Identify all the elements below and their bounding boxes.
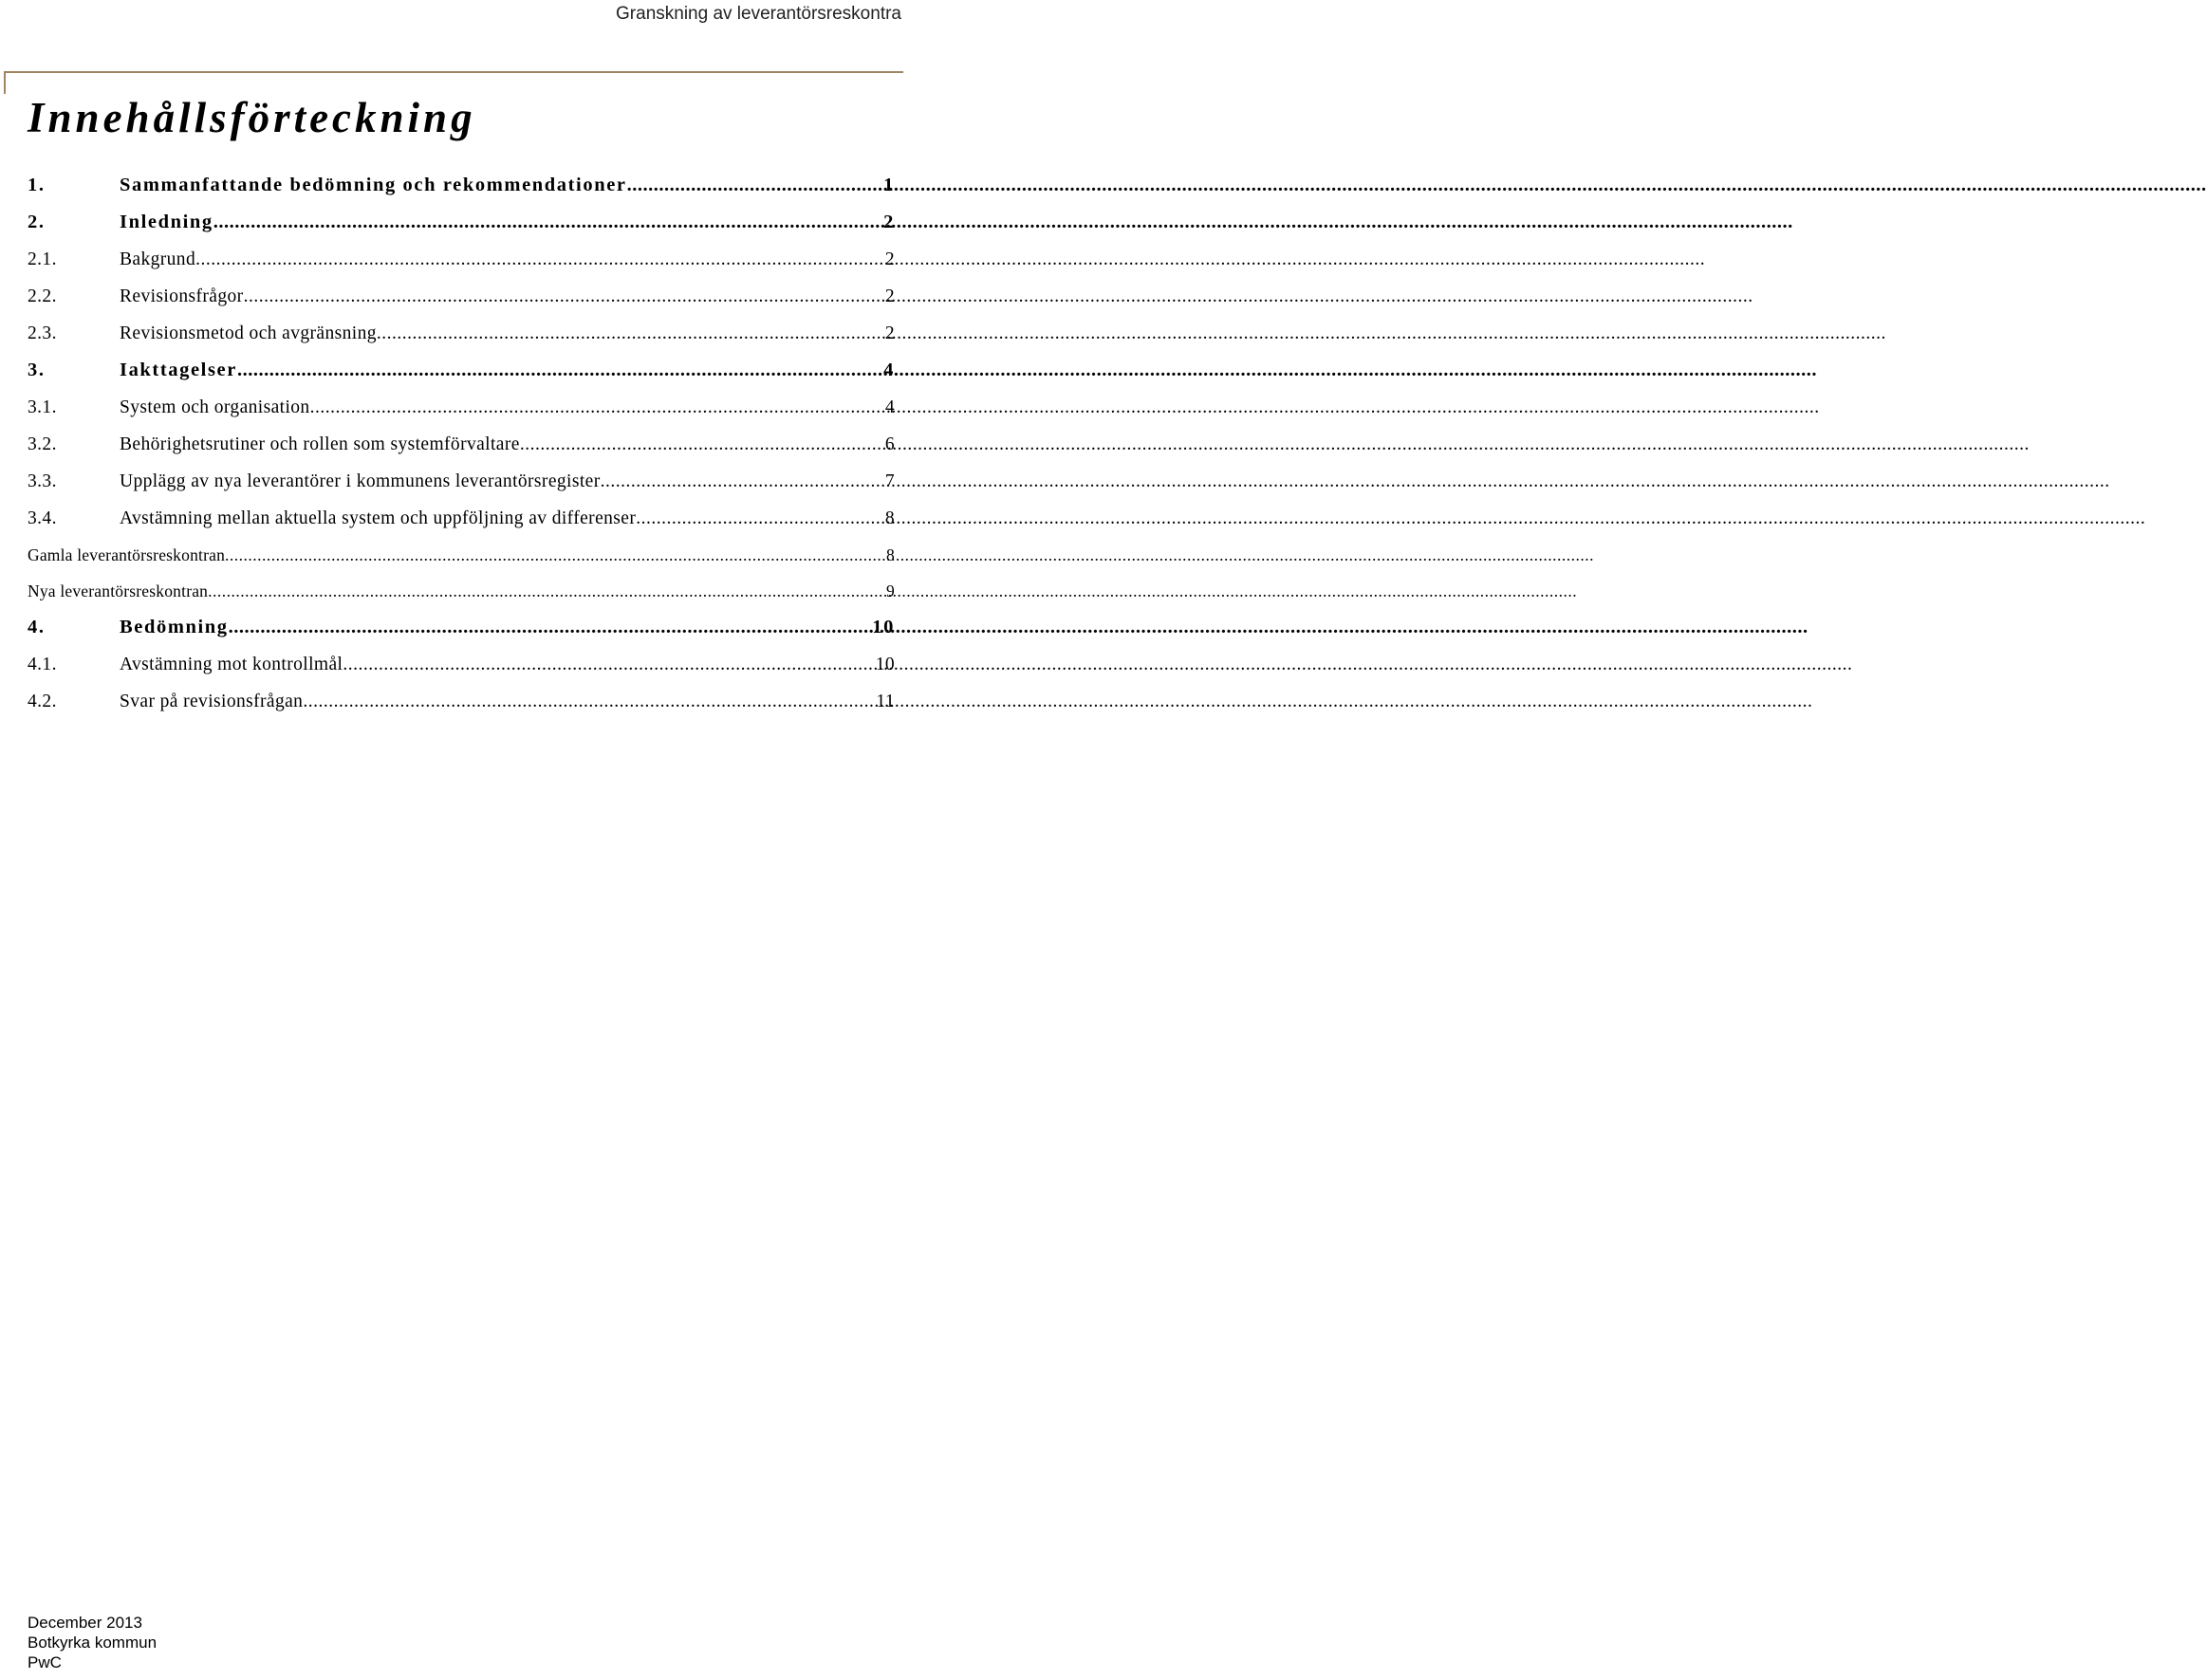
toc-entry-label: Gamla leverantörsreskontran [28,545,226,564]
toc-entry-label: Bakgrund [120,249,196,269]
toc-entry-number: 1. [28,175,46,195]
toc-entry-label: Avstämning mot kontrollmål [120,655,343,674]
footer-organization: Botkyrka kommun [28,1634,158,1652]
toc-list [28,167,895,720]
toc-entry[interactable] [28,646,895,683]
toc-dot-leader [310,389,884,426]
toc-entry-label: Revisionsmetod och avgränsning [120,323,377,343]
toc-dot-leader [303,683,875,720]
toc-entry-page: 4 [883,360,895,380]
footer-firm: PwC [28,1653,62,1671]
toc-entry-label: Behörighetsrutiner och rollen som systemförvaltare [120,434,520,454]
toc-entry[interactable] [28,241,895,278]
toc-title: Innehållsförteckning [28,94,476,141]
toc-entry-page: 4 [884,397,895,417]
toc-entry-label: Iakttagelser [120,360,237,380]
toc-entry-label: Revisionsfrågor [120,286,244,306]
toc-entry-label: Inledning [120,212,213,232]
toc-entry-page: 6 [884,434,895,454]
toc-entry-page: 8 [886,545,895,564]
toc-entry[interactable] [28,426,895,463]
toc-dot-leader [636,500,884,537]
toc-entry-number: 3.1. [28,397,57,417]
toc-entry-number: 2.2. [28,286,57,306]
toc-dot-leader [520,426,884,463]
toc-dot-leader [225,537,885,573]
toc-entry[interactable] [28,537,895,573]
toc-dot-leader [229,609,872,646]
running-header-title: Granskning av leverantörsreskontra [616,4,901,24]
toc-entry[interactable] [28,609,895,646]
toc-entry-label: Upplägg av nya leverantörer i kommunens leverantörsregister [120,471,601,491]
toc-entry-number: 4.2. [28,692,57,711]
toc-entry-number: 2. [28,212,46,232]
toc-entry[interactable] [28,204,895,241]
toc-entry-page: 9 [886,582,895,600]
page-footer [28,1613,157,1672]
toc-entry[interactable] [28,315,895,352]
toc-dot-leader [195,241,884,278]
toc-entry-number: 3.3. [28,471,57,491]
toc-entry[interactable] [28,683,895,720]
toc-entry[interactable] [28,500,895,537]
toc-dot-leader [601,463,884,500]
toc-entry-number: 3. [28,360,46,380]
toc-entry-number: 4.1. [28,655,57,674]
toc-entry[interactable] [28,278,895,315]
toc-entry[interactable] [28,389,895,426]
toc-entry-label: Nya leverantörsreskontran [28,582,209,600]
header-rule [4,71,903,73]
toc-entry-number: 4. [28,617,46,637]
toc-entry[interactable] [28,167,895,204]
toc-entry-page: 2 [883,212,895,232]
toc-entry-page: 10 [875,655,895,674]
toc-entry-page: 7 [884,471,895,491]
toc-entry[interactable] [28,573,895,609]
toc-entry[interactable] [28,352,895,389]
toc-entry-number: 2.1. [28,249,57,269]
toc-entry-label: System och organisation [120,397,310,417]
toc-dot-leader [244,278,884,315]
toc-dot-leader [627,167,883,204]
toc-dot-leader [343,646,874,683]
toc-entry-label: Svar på revisionsfrågan [120,692,304,711]
toc-entry-label: Sammanfattande bedömning och rekommendationer [120,175,627,195]
toc-entry-page: 1 [883,175,895,195]
toc-entry-page: 10 [872,617,895,637]
toc-dot-leader [377,315,884,352]
toc-dot-leader [208,573,885,609]
toc-dot-leader [213,204,882,241]
toc-entry-label: Bedömning [120,617,229,637]
toc-entry-number: 3.4. [28,508,57,528]
footer-date: December 2013 [28,1614,142,1632]
toc-entry-page: 11 [876,692,895,711]
toc-entry-page: 8 [884,508,895,528]
toc-entry-page: 2 [884,249,895,269]
toc-entry-label: Avstämning mellan aktuella system och uppföljning av differenser [120,508,637,528]
toc-entry-page: 2 [884,286,895,306]
toc-entry-number: 2.3. [28,323,57,343]
toc-entry[interactable] [28,463,895,500]
toc-dot-leader [237,352,882,389]
header-rule-corner [4,71,6,94]
toc-entry-number: 3.2. [28,434,57,454]
toc-entry-page: 2 [884,323,895,343]
